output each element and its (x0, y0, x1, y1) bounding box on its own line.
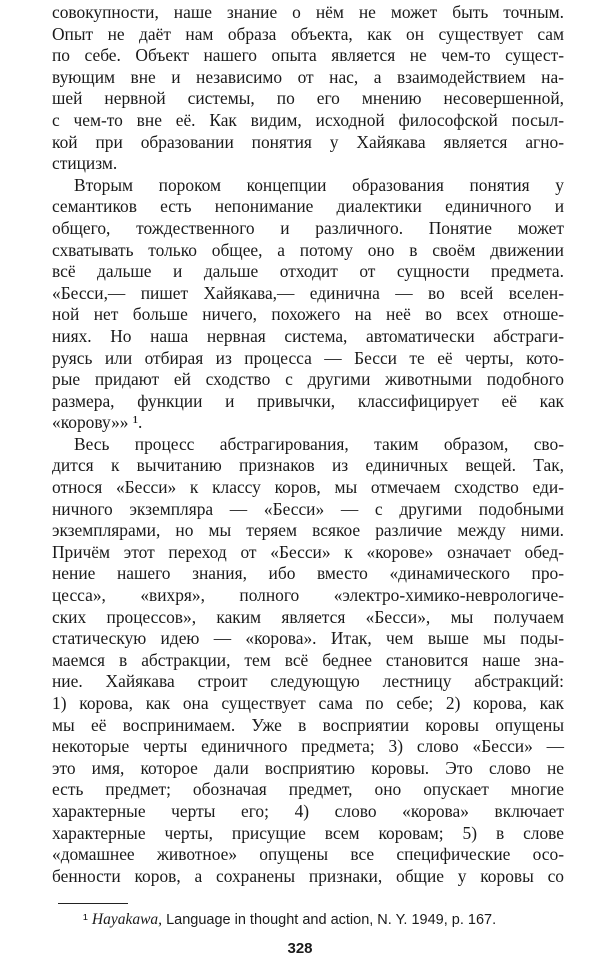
text-line: ниях. Но наша нервная система, автоматически абстраги- (52, 325, 564, 346)
text-line: Причём этот переход от «Бесси» к «корове» означает обед- (52, 541, 564, 562)
text-line: нение нашего знания, ибо вместо «динамического про- (52, 563, 564, 584)
text-line: Опыт не даёт нам образа объекта, как он существует сам (52, 23, 564, 44)
text-line: руясь или отбирая из процесса — Бесси те её черты, кото- (52, 347, 564, 368)
text-line: кой при образовании понятия у Хайякава является агно- (52, 131, 564, 152)
body-text (52, 2, 564, 887)
text-line: ние. Хайякава строит следующую лестницу абстракций: (52, 671, 564, 692)
text-line: экземплярами, но мы теряем всякое различие между ними. (52, 520, 564, 541)
text-line: размера, функции и привычки, классифицирует её как (52, 390, 564, 411)
text-line: стицизм. (52, 153, 118, 174)
text-line: ничного экземпляра — «Бесси» — с другими подобными (52, 498, 564, 519)
text-line: дится к вычитанию признаков из единичных вещей. Так, (52, 455, 564, 476)
footnote-marker: ¹ (83, 912, 88, 928)
text-line: Весь процесс абстрагирования, таким образом, сво- (74, 433, 564, 454)
text-line: Вторым пороком концепции образования понятия у (74, 174, 564, 195)
text-line: цесса», «вихря», полного «электро-химико-неврологиче- (52, 585, 564, 606)
paragraph (52, 2, 564, 175)
footnote-text: Language in thought and action, N. Y. 1949, p. 167. (166, 912, 497, 928)
footnote-author: Hayakawa, (91, 911, 163, 928)
text-line: «домашнее животное» опущены все специфические осо- (52, 844, 564, 865)
text-line: есть предмет; обозначая предмет, оно опускает многие (52, 779, 564, 800)
text-line: «корову»» ¹. (52, 412, 143, 433)
text-line: относя «Бесси» к классу коров, мы отмечаем сходство еди- (52, 477, 564, 498)
text-line: характерные черты, присущие всем коровам; 5) в слове (52, 822, 564, 843)
text-line: это имя, которое дали восприятию коровы. Это слово не (52, 757, 564, 778)
text-line: семантиков есть непонимание диалектики единичного и (52, 196, 564, 217)
text-line: 1) корова, как она существует сама по себе; 2) корова, как (52, 693, 564, 713)
text-line: ной нет больше ничего, похожего на неё во всех отноше- (52, 304, 564, 325)
text-line: шей нервной системы, по его мнению несовершенной, (52, 88, 564, 109)
text-line: всё дальше и дальше отходит от сущности предмета. (52, 261, 564, 282)
text-line: «Бесси,— пишет Хайякава,— единична — во всей вселен- (52, 282, 564, 303)
page-number: 328 (287, 940, 313, 957)
paragraph (52, 434, 564, 887)
text-line: схватывать только общее, а потому оно в своём движении (52, 239, 564, 260)
footnote (83, 911, 496, 929)
text-line: некоторые черты единичного предмета; 3) слово «Бесси» — (52, 736, 564, 757)
text-line: с чем-то вне её. Как видим, исходной философской посыл- (52, 109, 564, 130)
paragraph (52, 175, 564, 434)
text-line: совокупности, наше знание о нём не может быть точным. (52, 2, 564, 22)
text-line: ских процессов», каким является «Бесси», мы получаем (52, 606, 564, 627)
text-line: бенности коров, а сохранены признаки, общие у коровы со (52, 865, 564, 886)
text-line: мы её воспринимаем. Уже в восприятии коровы опущены (52, 714, 564, 735)
text-line: статическую идею — «корова». Итак, чем выше мы поды- (52, 628, 564, 649)
text-line: характерные черты его; 4) слово «корова» включает (52, 800, 564, 821)
text-line: по себе. Объект нашего опыта является не чем-то сущест- (52, 45, 564, 66)
text-line: маемся в абстракции, тем всё беднее становится наше зна- (52, 649, 564, 670)
text-line: рые придают ей сходство с другими животными подобного (52, 369, 564, 390)
text-line: общего, тождественного и различного. Понятие может (52, 217, 564, 238)
footnote-divider (58, 903, 128, 904)
text-line: вующим вне и независимо от нас, а взаимодействием на- (52, 66, 564, 87)
